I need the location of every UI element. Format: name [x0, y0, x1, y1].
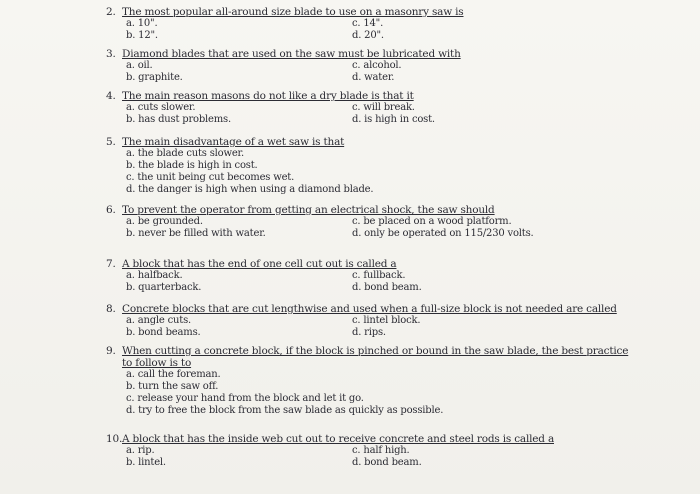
answer-option: d. the danger is high when using a diamond blade. [126, 184, 374, 195]
answer-row [112, 282, 592, 294]
answer-option: b. the blade is high in cost. [126, 160, 258, 171]
question-number: 3. [106, 48, 116, 60]
question-number: 10. [106, 433, 123, 445]
question-text: Concrete blocks that are cut lengthwise and used when a full-size block is not needed are called [122, 303, 617, 315]
question-8 [106, 303, 617, 339]
answer-row [112, 270, 592, 282]
question-stem [106, 6, 592, 18]
answer-row [112, 216, 592, 228]
answer-option: a. cuts slower. [126, 102, 196, 113]
question-number: 5. [106, 136, 116, 148]
answer-option: b. bond beams. [126, 327, 201, 338]
answer-option: c. be placed on a wood platform. [352, 216, 512, 227]
question-stem [106, 204, 592, 216]
answer-option: d. only be operated on 115/230 volts. [352, 228, 534, 239]
answer-option: b. has dust problems. [126, 114, 231, 125]
answer-row [112, 18, 592, 30]
answer-row [112, 72, 592, 84]
question-text: The most popular all-around size blade to use on a masonry saw is [122, 6, 464, 18]
question-7 [106, 258, 592, 294]
question-9 [106, 345, 629, 417]
question-text: The main reason masons do not like a dry blade is that it [122, 90, 414, 102]
answer-row [112, 114, 592, 126]
question-10 [106, 433, 592, 469]
question-stem [106, 303, 617, 315]
question-number: 8. [106, 303, 116, 315]
answer-row [112, 60, 592, 72]
question-text: A block that has the inside web cut out to receive concrete and steel rods is called a [122, 433, 554, 445]
question-stem [106, 90, 592, 102]
answer-row [112, 102, 592, 114]
answer-option: c. will break. [352, 102, 415, 113]
question-text: When cutting a concrete block, if the block is pinched or bound in the saw blade, the best practice [122, 345, 629, 357]
answer-option: a. 10". [126, 18, 158, 29]
answer-option: b. turn the saw off. [126, 381, 219, 392]
answer-option: a. angle cuts. [126, 315, 191, 326]
answer-option: a. halfback. [126, 270, 183, 281]
question-text: To prevent the operator from getting an electrical shock, the saw should [122, 204, 495, 216]
answer-option: b. lintel. [126, 457, 166, 468]
answer-row [112, 30, 592, 42]
question-number: 9. [106, 345, 116, 357]
question-number: 4. [106, 90, 116, 102]
answer-row [112, 457, 592, 469]
answer-row [112, 228, 592, 240]
answer-option: d. 20". [352, 30, 384, 41]
answer-option: d. try to free the block from the saw blade as quickly as possible. [126, 405, 444, 416]
answer-option: c. half high. [352, 445, 410, 456]
answer-option: d. water. [352, 72, 395, 83]
question-6 [106, 204, 592, 240]
answer-list [112, 369, 592, 417]
question-3 [106, 48, 592, 84]
question-4 [106, 90, 592, 126]
question-number: 2. [106, 6, 116, 18]
question-number: 7. [106, 258, 116, 270]
answer-option: c. the unit being cut becomes wet. [126, 172, 295, 183]
answer-option: c. fullback. [352, 270, 406, 281]
answer-option: a. call the foreman. [126, 369, 221, 380]
question-2 [106, 6, 592, 42]
answer-option: a. the blade cuts slower. [126, 148, 244, 159]
question-text-continued: to follow is to [122, 357, 192, 369]
question-number: 6. [106, 204, 116, 216]
question-stem [106, 48, 592, 60]
answer-row [112, 315, 592, 327]
question-stem [106, 433, 592, 445]
answer-option: c. 14". [352, 18, 384, 29]
question-5 [106, 136, 592, 196]
answer-option: b. graphite. [126, 72, 183, 83]
question-text: The main disadvantage of a wet saw is that [122, 136, 345, 148]
answer-option: b. quarterback. [126, 282, 202, 293]
answer-option: c. alcohol. [352, 60, 402, 71]
answer-option: a. be grounded. [126, 216, 203, 227]
question-text: Diamond blades that are used on the saw must be lubricated with [122, 48, 461, 60]
question-text: A block that has the end of one cell cut out is called a [122, 258, 397, 270]
answer-option: d. bond beam. [352, 457, 422, 468]
answer-option: a. rip. [126, 445, 155, 456]
answer-option: b. never be filled with water. [126, 228, 266, 239]
answer-list [112, 148, 592, 196]
answer-option: d. bond beam. [352, 282, 422, 293]
answer-row [112, 445, 592, 457]
question-stem [106, 258, 592, 270]
answer-option: d. is high in cost. [352, 114, 435, 125]
answer-row [112, 327, 592, 339]
question-stem [106, 345, 629, 357]
answer-option: c. release your hand from the block and let it go. [126, 393, 364, 404]
question-stem [106, 136, 592, 148]
answer-option: d. rips. [352, 327, 386, 338]
answer-option: b. 12". [126, 30, 158, 41]
answer-option: a. oil. [126, 60, 153, 71]
answer-option: c. lintel block. [352, 315, 421, 326]
